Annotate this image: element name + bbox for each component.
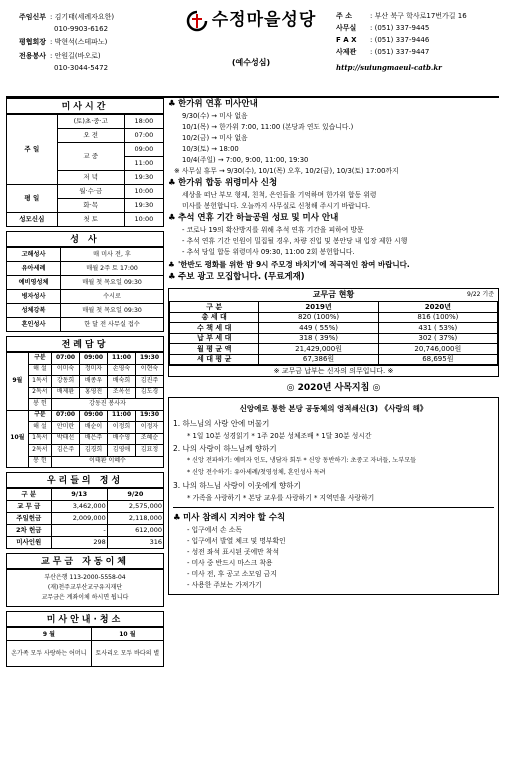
notice-title-text: '한반도 평화를 위한 밤 9시 주모경 바치기'에 적극적인 참여 바랍니다. — [178, 260, 410, 269]
mass-time: 11:00 — [124, 157, 163, 171]
sacrament-value: 한 달 전 사무실 접수 — [61, 318, 164, 332]
guide-table — [6, 627, 164, 667]
mass-name: 교 중 — [57, 143, 124, 171]
mass-name: 월·수·금 — [57, 185, 124, 199]
contact-info — [336, 10, 499, 72]
table-row — [7, 213, 164, 227]
church-logo-icon — [186, 10, 208, 32]
notice-title-text: 한가위 연휴 미사안내 — [178, 99, 258, 109]
account-holder: (재)천주교부산교구유지재단 — [47, 584, 123, 591]
contact-key: 사무실 — [336, 23, 357, 32]
duty-cell: 김경희 — [80, 445, 108, 457]
duty-cell: 강동희 — [52, 376, 80, 388]
sacrament-key: 유아세례 — [7, 262, 61, 276]
notice-line: 10/2(금) → 미사 없음 — [182, 134, 248, 142]
duty-cell: 1독서 — [28, 433, 51, 445]
duty-cell: 조혜순 — [135, 433, 163, 445]
sacrament-key: 혼인성사 — [7, 318, 61, 332]
rule-item: - 미사 중 반드시 마스크 착용 — [187, 559, 273, 567]
status-head: 2019년 — [259, 302, 378, 313]
status-cell: 820 (100%) — [259, 312, 378, 323]
sacrament-value: 매월 2주 토 17:00 — [61, 262, 164, 276]
status-cell: 302 ( 37%) — [378, 333, 497, 344]
mass-table — [6, 114, 164, 227]
notice-line: 미사를 봉헌합니다. 오늘까지 사무실로 신청해 주시기 바랍니다. — [182, 202, 370, 210]
offering-cell: 2,118,000 — [107, 513, 163, 525]
contact-key: F A X — [336, 35, 357, 44]
duty-cell: 김묘정 — [135, 445, 163, 457]
rule-item: - 미사 전, 후 공고 소모임 금지 — [187, 570, 277, 578]
offering-status-box — [168, 288, 499, 377]
duty-cell: 이현숙 — [135, 364, 163, 376]
table-row — [7, 353, 164, 365]
table-row — [7, 456, 164, 468]
table-row — [170, 312, 498, 323]
notice-title — [168, 177, 499, 190]
duty-cell: 이미숙 — [52, 364, 80, 376]
guidelines-title: ◎ 2020년 사목지침 ◎ — [286, 383, 381, 393]
status-cell: 수 책 세 대 — [170, 323, 259, 334]
status-cell: 월 평 균 액 — [170, 344, 259, 355]
duty-cell: 해 설 — [28, 422, 51, 434]
duty-cell: 해 설 — [28, 364, 51, 376]
offering-cell: 3,462,000 — [51, 501, 107, 513]
duty-head: 07:00 — [52, 410, 80, 422]
rule-item: - 입구에서 발열 체크 및 명부확인 — [187, 537, 286, 545]
notice-line: 9/30(수) → 미사 없음 — [182, 112, 248, 120]
status-cell: 67,386원 — [259, 354, 378, 365]
table-row — [170, 302, 498, 313]
sacrament-key: 성체강복 — [7, 304, 61, 318]
contact-value: : (051) 337-9447 — [370, 47, 430, 56]
table-row — [7, 248, 164, 262]
guide-cell: 토사리오 모두 바다의 별 — [91, 641, 163, 667]
status-cell: 21,429,000원 — [259, 344, 378, 355]
duty-month: 9월 — [7, 353, 29, 411]
status-cell: 449 ( 55%) — [259, 323, 378, 334]
duty-cell: 홍영진 — [80, 387, 108, 399]
table-row — [7, 628, 164, 641]
table-row — [7, 537, 164, 549]
guideline-heading: 2. 나의 사랑이 하느님께 향하기 — [173, 444, 277, 453]
right-column — [168, 98, 499, 595]
duty-cell: 봉 헌 — [28, 399, 51, 411]
sacrament-key: 예비영성체 — [7, 276, 61, 290]
offering-cell: 298 — [51, 537, 107, 549]
guide-head: 10 월 — [91, 628, 163, 641]
offering-cell: 2,009,000 — [51, 513, 107, 525]
staff-label: 주임신부 — [18, 12, 46, 21]
duty-cell: 박태선 — [52, 433, 80, 445]
header — [6, 4, 499, 96]
offering-cell: 주일헌금 — [7, 513, 52, 525]
table-row — [7, 501, 164, 513]
sacrament-table — [6, 247, 164, 332]
status-cell: 318 ( 39%) — [259, 333, 378, 344]
table-row — [7, 115, 164, 129]
sacrament-value: 매월 첫 목요일 09:30 — [61, 276, 164, 290]
guideline-heading: 3. 나의 하느님 사랑이 이웃에게 향하기 — [173, 481, 301, 490]
duty-cell: 김진주 — [135, 376, 163, 388]
guideline-point: * 신앙 전수하기: 유아세례/첫영성체, 혼인성사 독려 — [187, 469, 326, 476]
table-row — [7, 399, 164, 411]
table-row — [7, 304, 164, 318]
status-cell: 총 세 대 — [170, 312, 259, 323]
duty-table — [6, 352, 164, 468]
mass-time: 09:00 — [124, 143, 163, 157]
notice-line: 10/4(주일) → 7:00, 9:00, 11:00, 19:30 — [182, 156, 309, 164]
notice-line: 10/1(목) → 한가위 7:00, 11:00 (본당과 연도 있습니다.) — [182, 123, 354, 131]
table-row — [7, 276, 164, 290]
duty-cell: 김영애 — [108, 445, 136, 457]
table-row — [170, 344, 498, 355]
duty-head: 구분 — [28, 410, 51, 422]
table-row — [7, 422, 164, 434]
staff-phone: 010-3044-5472 — [54, 64, 109, 73]
mass-name: 화·목 — [57, 199, 124, 213]
offering-head: 9/13 — [51, 489, 107, 501]
mass-group: 성모신심 — [7, 213, 58, 227]
duty-cell: 2독서 — [28, 387, 51, 399]
mass-time: 10:00 — [124, 213, 163, 227]
notice-title — [168, 212, 499, 225]
offering-cell: 612,000 — [107, 525, 163, 537]
club-icon: ♣ — [168, 178, 176, 188]
guide-head: 9 월 — [7, 628, 92, 641]
staff-info — [6, 10, 166, 74]
duty-cell: 손영숙 — [108, 364, 136, 376]
left-column — [6, 98, 164, 667]
notice-line: 세상을 떠난 부모 형제, 친척, 은인들을 기억하며 한가위 합동 위령 — [182, 191, 377, 199]
status-cell: 816 (100%) — [378, 312, 497, 323]
status-cell: 20,746,000원 — [378, 344, 497, 355]
mass-time: 07:00 — [124, 129, 163, 143]
guide-cell: 온가족 모두 사랑하는 어머니 — [7, 641, 92, 667]
offering-cell: 316 — [107, 537, 163, 549]
duty-month: 10월 — [7, 410, 29, 468]
contact-value: : (051) 337-9446 — [370, 35, 430, 44]
table-row — [7, 262, 164, 276]
mass-group: 주 일 — [7, 115, 58, 185]
table-row — [7, 513, 164, 525]
staff-phone: 010-9903-6162 — [54, 25, 109, 34]
table-row — [7, 185, 164, 199]
mass-time: 18:00 — [124, 115, 163, 129]
status-cell: 431 ( 53%) — [378, 323, 497, 334]
offering-head: 구 분 — [7, 489, 52, 501]
duty-title: 전례담당 — [6, 336, 164, 352]
notice-title — [168, 258, 499, 271]
divider — [173, 507, 494, 508]
offering-title: 우리들의 정성 — [6, 472, 164, 488]
club-icon: ♣ — [173, 513, 181, 523]
church-subtitle: (예수성심) — [231, 58, 271, 67]
duty-cell: 배종우 — [80, 376, 108, 388]
table-row — [7, 376, 164, 388]
mass-name: 오 전 — [57, 129, 124, 143]
contact-value: : (051) 337-9445 — [370, 23, 430, 32]
table-row — [7, 364, 164, 376]
duty-head: 11:00 — [108, 410, 136, 422]
status-warning: ※ 교무금 납부는 신자의 의무입니다. ※ — [169, 365, 498, 376]
offering-cell: 2,575,000 — [107, 501, 163, 513]
account-number: 부산은행 113-2000-5558-04 — [44, 574, 126, 581]
status-asof: 9/22 기준 — [467, 291, 494, 298]
duty-cell: 안미란 — [52, 422, 80, 434]
table-row — [7, 525, 164, 537]
table-row — [7, 318, 164, 332]
mass-group: 평 일 — [7, 185, 58, 213]
church-name: 수정마을성당 — [211, 10, 317, 31]
duty-cell: 이태환 이혜수 — [52, 456, 164, 468]
notice-line: - 추석 당일 합동 위령미사 09:30, 11:00 2회 봉헌합니다. — [182, 248, 355, 256]
notice-title-text: 추석 연휴 기간 하늘공원 성묘 및 미사 안내 — [178, 213, 339, 223]
mass-title: 미사시간 — [6, 98, 164, 114]
staff-value: : 김기태(세례자요한) — [50, 12, 115, 21]
status-head: 2020년 — [378, 302, 497, 313]
notice-title — [168, 98, 499, 111]
duty-cell: 조옥선 — [108, 387, 136, 399]
guidelines-box — [168, 397, 499, 595]
notice-line: ※ 사무실 휴무 → 9/30(수), 10/1(목) 오후, 10/2(금), 10/3(토) 17:00까지 — [174, 167, 399, 175]
rule-item: - 성전 좌석 표시된 곳에만 착석 — [187, 548, 280, 556]
status-head: 구 분 — [170, 302, 259, 313]
duty-head: 09:00 — [80, 410, 108, 422]
guidelines-subtitle: 신앙에로 통한 본당 공동체의 영적쇄신(3) 《사랑의 해》 — [239, 404, 428, 413]
rules-title — [173, 512, 494, 525]
guideline-point: * 신앙 전파하기: 예비자 인도, 냉담자 회두 * 신앙 동반하기: 초중고 자녀들, 노부모들 — [187, 457, 417, 464]
duty-cell: 배은주 — [80, 433, 108, 445]
sacrament-value: 매 미사 전, 후 — [61, 248, 164, 262]
status-cell: 납 부 세 대 — [170, 333, 259, 344]
staff-value: : 안원길(바오로) — [50, 51, 101, 60]
sacrament-key: 고해성사 — [7, 248, 61, 262]
contact-key: 사제관 — [336, 47, 357, 56]
status-header — [169, 289, 498, 301]
duty-cell: 배숙희 — [108, 376, 136, 388]
duty-cell: 강동진 봉사자 — [52, 399, 164, 411]
status-cell: 세 대 평 균 — [170, 354, 259, 365]
duty-head: 07:00 — [52, 353, 80, 365]
duty-cell: 배순이 — [80, 422, 108, 434]
duty-cell: 정미자 — [80, 364, 108, 376]
table-row — [7, 489, 164, 501]
mass-time: 19:30 — [124, 199, 163, 213]
mass-time: 10:00 — [124, 185, 163, 199]
offering-cell: 2차 헌금 — [7, 525, 52, 537]
duty-cell: 1독서 — [28, 376, 51, 388]
sacrament-value: 수시로 — [61, 290, 164, 304]
mass-name: 저 녁 — [57, 171, 124, 185]
table-row — [7, 433, 164, 445]
duty-head: 19:30 — [135, 353, 163, 365]
duty-cell: 배제환 — [52, 387, 80, 399]
guideline-point: * 가족을 사랑하기 * 본당 교우를 사랑하기 * 지역민을 사랑하기 — [187, 494, 375, 502]
duty-cell: 2독서 — [28, 445, 51, 457]
status-cell: 68,695원 — [378, 354, 497, 365]
table-row — [170, 333, 498, 344]
duty-head: 11:00 — [108, 353, 136, 365]
sacrament-key: 병자성사 — [7, 290, 61, 304]
status-table — [169, 301, 498, 365]
club-icon: ♣ — [168, 213, 176, 223]
mass-name: 첫 토 — [57, 213, 124, 227]
guide-title: 미사안내·청소 — [6, 611, 164, 627]
sacrament-title: 성 사 — [6, 231, 164, 247]
offering-cell: 미사인원 — [7, 537, 52, 549]
table-row — [7, 410, 164, 422]
duty-cell: 김은주 — [52, 445, 80, 457]
duty-cell: 이정자 — [135, 422, 163, 434]
notice-title — [168, 271, 499, 284]
table-row — [7, 387, 164, 399]
table-row — [7, 445, 164, 457]
transfer-title: 교무금 자동이체 — [6, 553, 164, 569]
duty-head: 19:30 — [135, 410, 163, 422]
status-title: 교무금 현황 — [312, 290, 355, 299]
church-title-block — [176, 10, 326, 67]
offering-table — [6, 488, 164, 549]
table-row — [7, 641, 164, 667]
duty-head: 09:00 — [80, 353, 108, 365]
transfer-info — [6, 569, 164, 607]
staff-label: 전용봉사 — [18, 51, 46, 60]
duty-cell: 김도경 — [135, 387, 163, 399]
notice-title-text: 한가위 합동 위령미사 신청 — [178, 178, 278, 188]
offering-cell: 교 무 금 — [7, 501, 52, 513]
guideline-heading: 1. 하느님의 사랑 안에 머물기 — [173, 419, 270, 428]
table-row — [170, 354, 498, 365]
mass-name: (토)초·중·고 — [57, 115, 124, 129]
club-icon: ♣ — [168, 260, 175, 269]
club-icon: ♣ — [168, 99, 176, 109]
notice-line: - 코로나 19의 확산방지를 위해 추석 연휴 기간을 피하여 방문 — [182, 226, 364, 234]
mass-time: 19:30 — [124, 171, 163, 185]
notice-line: 10/3(토) → 18:00 — [182, 145, 239, 153]
offering-head: 9/20 — [107, 489, 163, 501]
website-link[interactable]: http://suiungmaeul-catb.kr — [336, 63, 442, 72]
rules-title-text: 미사 참례시 지켜야 할 수칙 — [183, 513, 286, 523]
duty-cell: 이정희 — [108, 422, 136, 434]
duty-cell: 배수영 — [108, 433, 136, 445]
contact-value: : 부산 북구 학사로17번가길 16 — [370, 11, 467, 20]
club-icon: ♣ — [168, 272, 176, 282]
contact-key: 주 소 — [336, 11, 352, 20]
sacrament-value: 매월 첫 목요일 09:30 — [61, 304, 164, 318]
duty-head: 구분 — [28, 353, 51, 365]
staff-value: : 박현석(스테파노) — [50, 37, 108, 46]
rule-item: - 입구에서 손 소독 — [187, 526, 242, 534]
table-row — [170, 323, 498, 334]
guideline-point: * 1일 10분 성경읽기 * 1주 20분 성체조배 * 1달 30분 성시간 — [187, 432, 372, 440]
duty-cell: 봉 헌 — [28, 456, 51, 468]
account-note: 교무금은 계좌이체 하시면 됩니다 — [41, 594, 129, 601]
staff-label: 평협회장 — [18, 37, 46, 46]
table-row — [7, 290, 164, 304]
notice-line: - 추석 연휴 기간 인원이 밀집될 경우, 차량 진입 및 봉안당 내 입장 제한 시행 — [182, 237, 408, 245]
rule-item: - 사용한 주보는 가져가기 — [187, 581, 262, 589]
notice-title-text: 주보 광고 모집합니다. (무료게재) — [178, 272, 305, 282]
offering-cell: - — [51, 525, 107, 537]
